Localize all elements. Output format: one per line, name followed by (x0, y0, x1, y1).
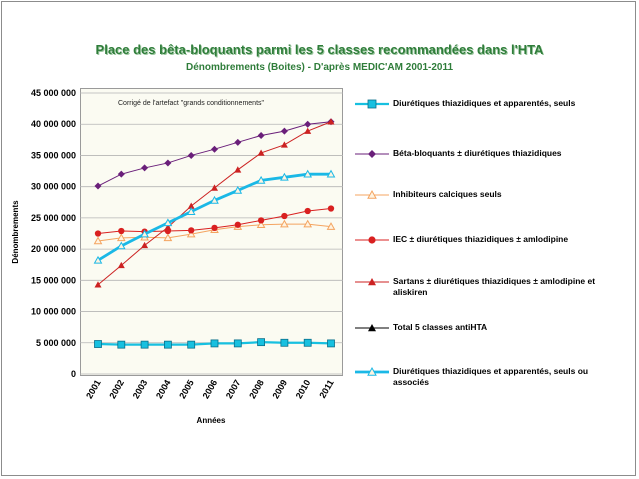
x-tick-label: 2007 (223, 378, 243, 401)
data-point (328, 205, 334, 211)
legend-label: Sartans ± diurétiques thiazidiques ± amlodipine et aliskiren (393, 276, 596, 297)
legend-label: Diurétiques thiazidiques et apparentés, seuls (393, 98, 576, 108)
x-axis-label: Années (196, 416, 226, 425)
series-1 (95, 118, 335, 189)
data-point (188, 227, 194, 233)
data-point (118, 171, 125, 178)
data-point (258, 339, 265, 346)
x-tick-label: 2004 (153, 378, 173, 401)
data-point (141, 341, 148, 348)
y-tick-label: 40 000 000 (30, 119, 76, 130)
legend-symbol (355, 147, 389, 161)
x-tick-label: 2001 (84, 378, 103, 401)
data-point (281, 141, 288, 147)
x-tick-label: 2009 (270, 378, 290, 401)
legend-symbol (355, 97, 389, 111)
data-point (164, 159, 171, 166)
data-point (304, 128, 311, 134)
data-point (211, 146, 218, 153)
legend-symbol (355, 233, 389, 247)
chart-annotation: Corrigé de l'artefact "grands conditionnements" (118, 100, 264, 107)
legend-label: Inhibiteurs calciques seuls (393, 189, 502, 199)
data-point (281, 128, 288, 135)
y-tick-label: 35 000 000 (30, 150, 76, 161)
y-tick-label: 15 000 000 (30, 275, 76, 286)
data-point (368, 150, 376, 158)
data-point (211, 340, 218, 347)
legend-symbol (355, 365, 389, 379)
x-tick-label: 2008 (247, 378, 266, 401)
data-point (258, 217, 264, 223)
data-point (95, 230, 101, 236)
data-point (211, 225, 217, 231)
data-point (234, 166, 241, 172)
legend-label: Total 5 classes antiHTA (393, 322, 488, 332)
data-point (258, 132, 265, 139)
y-tick-label: 10 000 000 (30, 306, 76, 317)
y-tick-label: 0 (70, 369, 76, 379)
y-tick-label: 25 000 000 (30, 212, 76, 223)
legend-label: Béta-bloquants ± diurétiques thiazidiques (393, 148, 562, 158)
legend-symbol (355, 321, 389, 335)
series-0 (95, 339, 335, 348)
y-tick-label: 20 000 000 (30, 244, 76, 255)
legend-symbol (355, 188, 389, 202)
x-tick-label: 2010 (293, 378, 313, 401)
data-point (234, 340, 241, 347)
y-tick-label: 45 000 000 (30, 88, 76, 98)
data-point (235, 222, 241, 228)
data-point (141, 164, 148, 171)
x-tick-label: 2005 (177, 378, 196, 401)
y-tick-labels (31, 88, 76, 379)
chart-title: Place des bêta-bloquants parmi les 5 classes recommandées dans l'HTA (95, 42, 544, 57)
y-tick-label: 5 000 000 (35, 337, 76, 348)
legend-label: Diurétiques thiazidiques et apparentés, seuls ou associés (393, 366, 589, 387)
data-point (234, 139, 241, 146)
legend-symbol (355, 275, 389, 289)
data-point (118, 228, 124, 234)
x-tick-labels (84, 378, 336, 400)
data-point (281, 213, 287, 219)
legend-label: IEC ± diurétiques thiazidiques ± amlodipine (393, 234, 569, 244)
y-tick-label: 30 000 000 (30, 181, 76, 192)
data-point (118, 341, 125, 348)
x-tick-label: 2002 (107, 378, 127, 401)
data-point (305, 208, 311, 214)
data-point (188, 152, 195, 159)
x-tick-label: 2011 (317, 378, 336, 400)
x-tick-label: 2006 (200, 378, 220, 401)
series-layer (95, 118, 335, 348)
data-point (211, 184, 218, 190)
x-tick-label: 2003 (130, 378, 150, 401)
data-point (368, 236, 375, 243)
data-point (188, 341, 195, 348)
data-point (304, 339, 311, 346)
chart-subtitle: Dénombrements (Boites) - D'après MEDIC'AM 2001-2011 (185, 62, 454, 73)
y-axis-label: Dénombrements (11, 200, 20, 264)
data-point (328, 340, 335, 347)
data-point (368, 100, 376, 108)
data-point (95, 341, 102, 348)
data-point (95, 183, 102, 190)
data-point (164, 341, 171, 348)
data-point (281, 339, 288, 346)
data-point (141, 242, 148, 248)
data-point (304, 121, 311, 128)
